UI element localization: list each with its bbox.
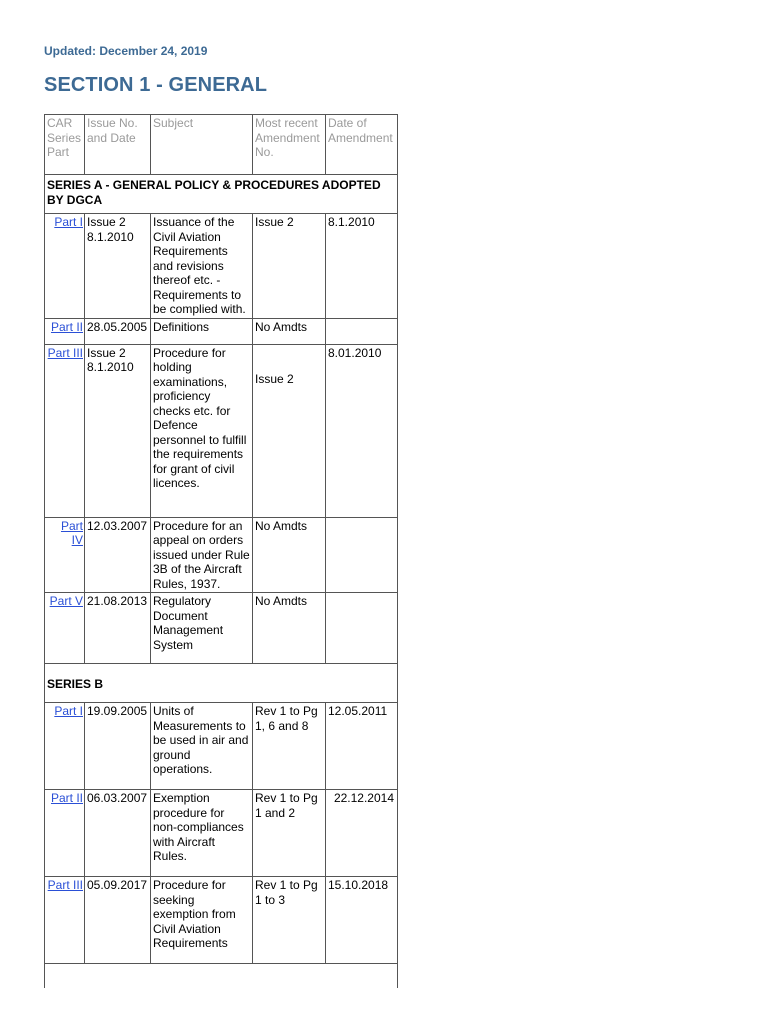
part-cell bbox=[45, 214, 85, 319]
subject-cell: Exemption procedure for non-compliances with Aircraft Rules. bbox=[151, 790, 253, 877]
series-b-label: SERIES B bbox=[45, 664, 398, 703]
car-table-wrapper bbox=[44, 114, 398, 988]
table-row-continued bbox=[45, 964, 398, 989]
header-amendment-no: Most recent Amendment No. bbox=[253, 115, 326, 175]
amendment-cell: Rev 1 to Pg 1 to 3 bbox=[253, 877, 326, 964]
series-a-label: SERIES A - GENERAL POLICY & PROCEDURES ADOPTED BY DGCA bbox=[45, 175, 398, 214]
table-row bbox=[45, 214, 398, 319]
date-cell bbox=[326, 318, 398, 344]
issue-cell: 28.05.2005 bbox=[85, 318, 151, 344]
part-cell bbox=[45, 593, 85, 664]
series-a-header-row bbox=[45, 175, 398, 214]
part-link[interactable]: Part II bbox=[50, 319, 83, 334]
issue-cell: 19.09.2005 bbox=[85, 703, 151, 790]
date-cell: 15.10.2018 bbox=[326, 877, 398, 964]
page-title: SECTION 1 - GENERAL bbox=[44, 74, 268, 96]
table-header-row bbox=[45, 115, 398, 175]
amendment-cell: Issue 2 bbox=[253, 344, 326, 517]
part-link[interactable]: Part I bbox=[54, 215, 83, 229]
table-row bbox=[45, 593, 398, 664]
series-b-header-row bbox=[45, 664, 398, 703]
table-row bbox=[45, 703, 398, 790]
issue-cell: 21.08.2013 bbox=[85, 593, 151, 664]
date-cell bbox=[326, 517, 398, 593]
issue-cell: 05.09.2017 bbox=[85, 877, 151, 964]
header-amendment-date: Date of Amendment bbox=[326, 115, 398, 175]
date-cell: 12.05.2011 bbox=[326, 703, 398, 790]
subject-cell: Procedure for an appeal on orders issued under Rule 3B of the Aircraft Rules, 1937. bbox=[151, 517, 253, 593]
date-cell: 22.12.2014 bbox=[326, 790, 398, 877]
part-cell bbox=[45, 344, 85, 517]
part-link[interactable]: Part III bbox=[47, 345, 83, 360]
part-cell bbox=[45, 877, 85, 964]
amendment-cell: No Amdts bbox=[253, 318, 326, 344]
header-car-series-part: CAR Series Part bbox=[45, 115, 85, 175]
part-link[interactable]: Part II bbox=[50, 791, 83, 805]
amendment-cell: Rev 1 to Pg 1, 6 and 8 bbox=[253, 703, 326, 790]
issue-cell: Issue 2 8.1.2010 bbox=[85, 214, 151, 319]
subject-cell: Definitions bbox=[151, 318, 253, 344]
date-cell: 8.01.2010 bbox=[326, 344, 398, 517]
part-link[interactable]: Part V bbox=[49, 594, 83, 608]
table-row bbox=[45, 790, 398, 877]
issue-cell: Issue 2 8.1.2010 bbox=[85, 344, 151, 517]
table-row bbox=[45, 344, 398, 517]
subject-cell: Issuance of the Civil Aviation Requirements and revisions thereof etc. - Requirements to be complied with. bbox=[151, 214, 253, 319]
updated-date: Updated: December 24, 2019 bbox=[44, 44, 208, 58]
amendment-cell: No Amdts bbox=[253, 517, 326, 593]
part-link[interactable]: Part III bbox=[47, 878, 83, 892]
subject-cell: Procedure for seeking exemption from Civil Aviation Requirements bbox=[151, 877, 253, 964]
part-link[interactable]: Part I bbox=[54, 704, 83, 718]
date-cell bbox=[326, 593, 398, 664]
table-row bbox=[45, 517, 398, 593]
part-cell bbox=[45, 790, 85, 877]
date-cell: 8.1.2010 bbox=[326, 214, 398, 319]
continued-cell bbox=[45, 964, 398, 989]
part-cell bbox=[45, 703, 85, 790]
car-table bbox=[44, 114, 398, 988]
header-subject: Subject bbox=[151, 115, 253, 175]
subject-cell: Regulatory Document Management System bbox=[151, 593, 253, 664]
amendment-cell: No Amdts bbox=[253, 593, 326, 664]
amendment-cell: Issue 2 bbox=[253, 214, 326, 319]
table-row bbox=[45, 318, 398, 344]
subject-cell: Procedure for holding examinations, proficiency checks etc. for Defence personnel to fulfill the requirements for grant of civil licences. bbox=[151, 344, 253, 517]
table-row bbox=[45, 877, 398, 964]
amendment-cell: Rev 1 to Pg 1 and 2 bbox=[253, 790, 326, 877]
issue-cell: 12.03.2007 bbox=[85, 517, 151, 593]
part-cell bbox=[45, 517, 85, 593]
header-issue-date: Issue No. and Date bbox=[85, 115, 151, 175]
part-cell bbox=[45, 318, 85, 344]
part-link[interactable]: Part IV bbox=[60, 518, 83, 547]
issue-cell: 06.03.2007 bbox=[85, 790, 151, 877]
subject-cell: Units of Measurements to be used in air and ground operations. bbox=[151, 703, 253, 790]
